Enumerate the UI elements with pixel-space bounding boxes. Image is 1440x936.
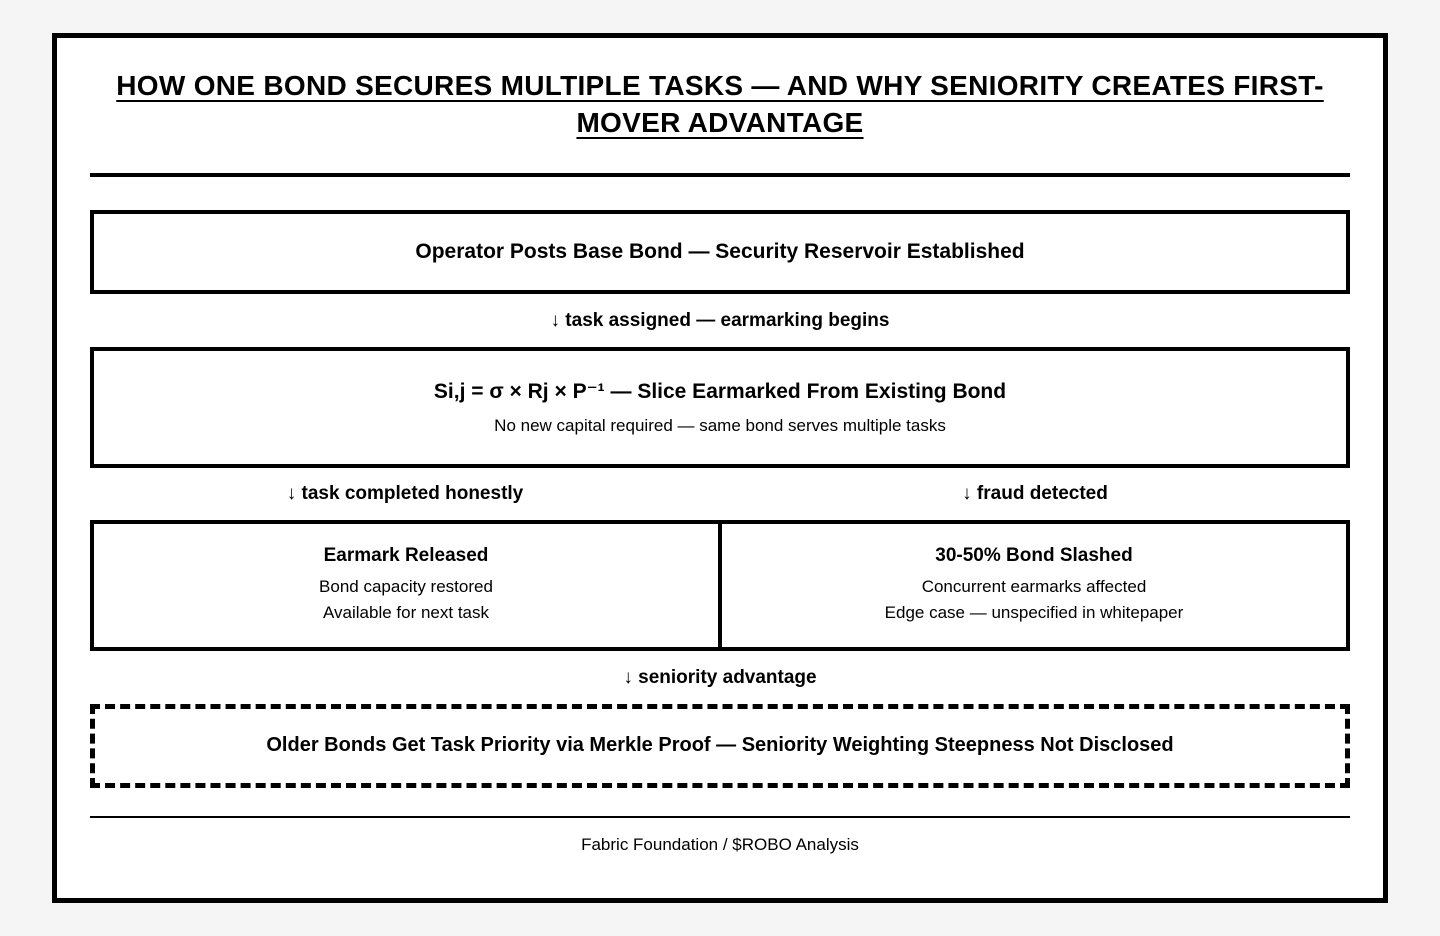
bond-slashed-line1: Concurrent earmarks affected (921, 576, 1147, 596)
earmark-released-node (94, 524, 722, 647)
bond-slashed-line2: Edge case — unspecified in whitepaper (884, 602, 1184, 622)
seniority-priority-node (90, 704, 1350, 788)
arrow-label-fraud-detected: ↓ fraud detected (962, 482, 1108, 504)
title-divider-rule (90, 173, 1350, 177)
earmark-released-line1: Bond capacity restored (319, 576, 493, 596)
diagram-card (52, 33, 1388, 903)
earmark-formula-title: Si,j = σ × Rj × P⁻¹ — Slice Earmarked From Existing Bond (433, 379, 1007, 403)
footer-divider-rule (90, 816, 1350, 818)
attribution-footer: Fabric Foundation / $ROBO Analysis (581, 834, 859, 854)
earmark-formula-node (90, 347, 1350, 468)
outcome-arrow-row (90, 481, 1350, 507)
base-bond-node (90, 210, 1350, 294)
arrow-label-task-completed: ↓ task completed honestly (286, 482, 524, 504)
earmark-released-title: Earmark Released (323, 544, 489, 566)
arrow-label-task-assigned: ↓ task assigned — earmarking begins (550, 309, 890, 331)
earmark-released-line2: Available for next task (323, 602, 489, 622)
seniority-priority-title: Older Bonds Get Task Priority via Merkle Proof — Seniority Weighting Steepness Not Disclosed (266, 734, 1174, 757)
earmark-formula-subtitle: No new capital required — same bond serves multiple tasks (494, 415, 946, 435)
base-bond-node-title: Operator Posts Base Bond — Security Reservoir Established (415, 239, 1025, 263)
diagram-title: HOW ONE BOND SECURES MULTIPLE TASKS — AND WHY SENIORITY CREATES FIRST-MOVER ADVANTAGE (116, 70, 1324, 138)
bond-slashed-node (722, 524, 1346, 647)
outcome-nodes-row (90, 520, 1350, 651)
bond-slashed-title: 30-50% Bond Slashed (935, 544, 1133, 566)
arrow-label-seniority-advantage: ↓ seniority advantage (623, 666, 817, 688)
